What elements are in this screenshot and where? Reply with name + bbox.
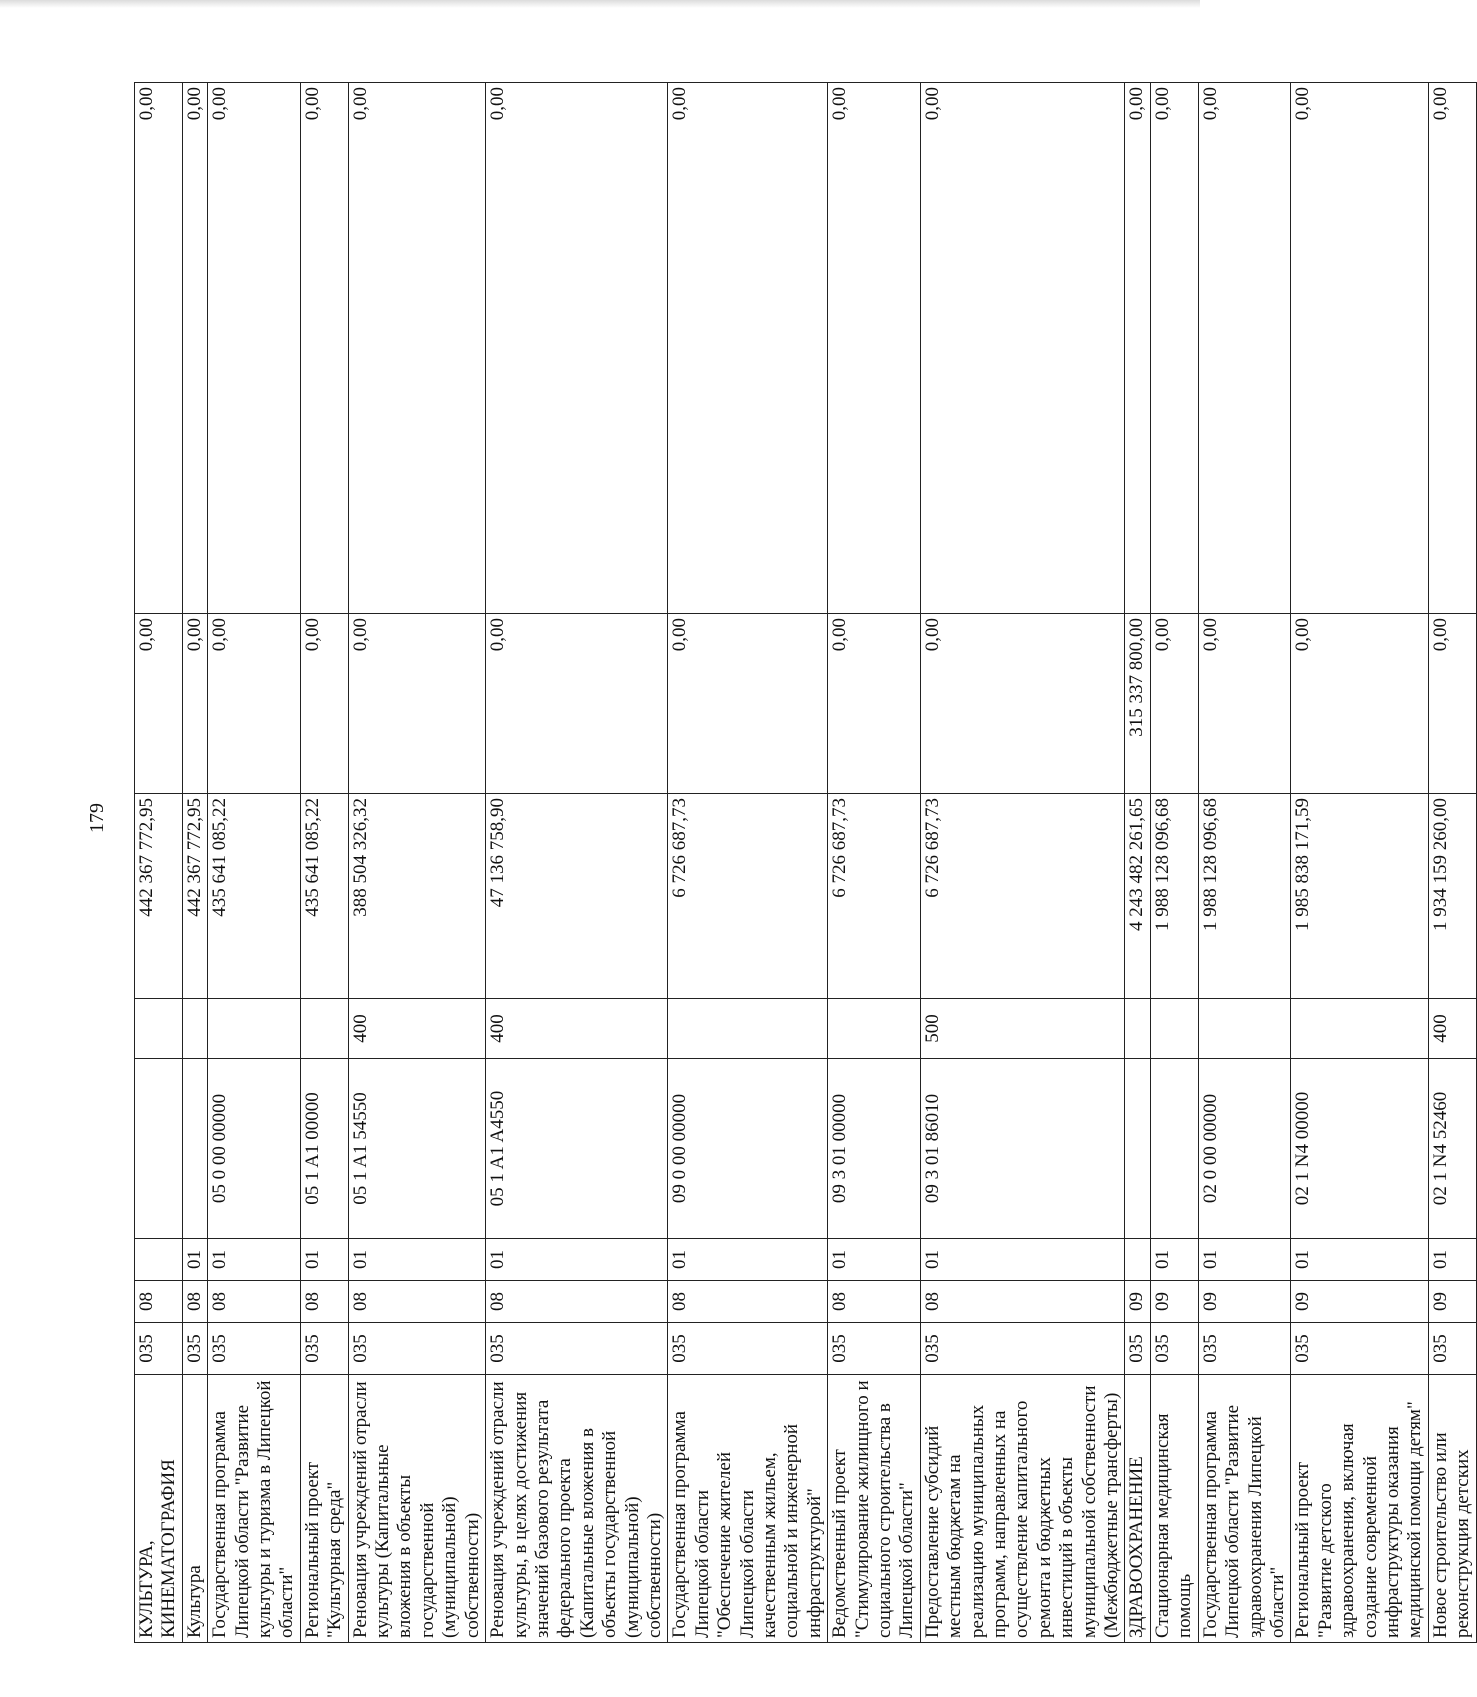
- row-rz-cell: 09: [1125, 1281, 1150, 1323]
- row-gr-cell: 035: [668, 1323, 828, 1375]
- row-amount-c-cell: 0,00: [135, 83, 183, 614]
- table-row: [668, 83, 828, 1643]
- row-gr-cell: 035: [208, 1323, 301, 1375]
- table-row: [1198, 83, 1291, 1643]
- row-amount-b-cell: 0,00: [1428, 614, 1476, 794]
- table-row: [1428, 83, 1476, 1643]
- row-amount-b-cell: 0,00: [182, 614, 207, 794]
- row-vr-cell: [1125, 999, 1150, 1059]
- row-gr-cell: 035: [1125, 1323, 1150, 1375]
- row-gr-cell: 035: [828, 1323, 921, 1375]
- row-amount-b-cell: 0,00: [1198, 614, 1291, 794]
- row-amount-b-cell: 315 337 800,00: [1125, 614, 1150, 794]
- row-csr-cell: 05 1 A1 A4550: [486, 1059, 668, 1239]
- scan-top-edge: [0, 0, 1200, 8]
- row-amount-a-cell: 4 243 482 261,65: [1125, 794, 1150, 999]
- row-amount-a-cell: 442 367 772,95: [182, 794, 207, 999]
- table-row: [1150, 83, 1198, 1643]
- row-vr-cell: [182, 999, 207, 1059]
- row-amount-c-cell: 0,00: [1428, 83, 1476, 614]
- table-row: [1291, 83, 1428, 1643]
- row-gr-cell: 035: [920, 1323, 1125, 1375]
- row-name-cell: Государственная программа Липецкой области "Развитие культуры и туризма в Липецкой области": [208, 1375, 301, 1643]
- row-vr-cell: [300, 999, 348, 1059]
- row-amount-b-cell: 0,00: [828, 614, 921, 794]
- row-name-cell: Стационарная медицинская помощь: [1150, 1375, 1198, 1643]
- row-amount-a-cell: 1 988 128 096,68: [1150, 794, 1198, 999]
- row-name-cell: Новое строительство или реконструкция детских: [1428, 1375, 1476, 1643]
- row-amount-c-cell: 0,00: [348, 83, 485, 614]
- row-vr-cell: [208, 999, 301, 1059]
- row-name-cell: Культура: [182, 1375, 207, 1643]
- row-amount-c-cell: 0,00: [182, 83, 207, 614]
- row-amount-b-cell: 0,00: [920, 614, 1125, 794]
- row-amount-a-cell: 47 136 758,90: [486, 794, 668, 999]
- row-amount-a-cell: 388 504 326,32: [348, 794, 485, 999]
- row-gr-cell: 035: [1198, 1323, 1291, 1375]
- row-pr-cell: 01: [1150, 1239, 1198, 1281]
- row-pr-cell: [135, 1239, 183, 1281]
- row-amount-c-cell: 0,00: [1150, 83, 1198, 614]
- row-gr-cell: 035: [135, 1323, 183, 1375]
- row-amount-b-cell: 0,00: [486, 614, 668, 794]
- row-name-cell: Реновация учреждений отрасли культуры, в целях достижения значений базового результата федерального проекта (Капитальные вложения в объекты государственной (муниципальной) собственности): [486, 1375, 668, 1643]
- row-amount-b-cell: 0,00: [1291, 614, 1428, 794]
- row-pr-cell: 01: [208, 1239, 301, 1281]
- row-rz-cell: 08: [300, 1281, 348, 1323]
- row-rz-cell: 08: [348, 1281, 485, 1323]
- row-vr-cell: [1291, 999, 1428, 1059]
- row-amount-c-cell: 0,00: [920, 83, 1125, 614]
- row-amount-c-cell: 0,00: [828, 83, 921, 614]
- row-pr-cell: 01: [1198, 1239, 1291, 1281]
- row-rz-cell: 09: [1291, 1281, 1428, 1323]
- row-gr-cell: 035: [1291, 1323, 1428, 1375]
- row-pr-cell: 01: [1291, 1239, 1428, 1281]
- row-amount-c-cell: 0,00: [486, 83, 668, 614]
- row-amount-c-cell: 0,00: [1198, 83, 1291, 614]
- table-row: [920, 83, 1125, 1643]
- row-rz-cell: 08: [920, 1281, 1125, 1323]
- row-csr-cell: 05 0 00 00000: [208, 1059, 301, 1239]
- row-amount-b-cell: 0,00: [1150, 614, 1198, 794]
- row-rz-cell: 08: [208, 1281, 301, 1323]
- row-pr-cell: 01: [1428, 1239, 1476, 1281]
- row-name-cell: Региональный проект "Развитие детского здравоохранения, включая создание современной инфраструктуры оказания медицинской помощи детям": [1291, 1375, 1428, 1643]
- table-row: [208, 83, 301, 1643]
- row-rz-cell: 08: [828, 1281, 921, 1323]
- row-csr-cell: 02 1 N4 00000: [1291, 1059, 1428, 1239]
- row-csr-cell: 09 3 01 00000: [828, 1059, 921, 1239]
- row-pr-cell: 01: [300, 1239, 348, 1281]
- row-rz-cell: 08: [135, 1281, 183, 1323]
- row-rz-cell: 08: [182, 1281, 207, 1323]
- row-amount-c-cell: 0,00: [668, 83, 828, 614]
- row-name-cell: Предоставление субсидий местным бюджетам на реализацию муниципальных программ, направленных на осуществление капитального ремонта и бюджетных инвестиций в объекты муниципальной собственности (Межбюджетные трансферты): [920, 1375, 1125, 1643]
- row-name-cell: Государственная программа Липецкой области "Развитие здравоохранения Липецкой области": [1198, 1375, 1291, 1643]
- row-rz-cell: 09: [1198, 1281, 1291, 1323]
- row-name-cell: Региональный проект "Культурная среда": [300, 1375, 348, 1643]
- row-name-cell: Ведомственный проект "Стимулирование жилищного и социального строительства в Липецкой области": [828, 1375, 921, 1643]
- row-amount-c-cell: 0,00: [300, 83, 348, 614]
- row-amount-a-cell: 435 641 085,22: [300, 794, 348, 999]
- row-amount-b-cell: 0,00: [668, 614, 828, 794]
- row-rz-cell: 08: [486, 1281, 668, 1323]
- row-amount-b-cell: 0,00: [348, 614, 485, 794]
- row-csr-cell: 09 3 01 86010: [920, 1059, 1125, 1239]
- row-csr-cell: 02 1 N4 52460: [1428, 1059, 1476, 1239]
- row-name-cell: ЗДРАВООХРАНЕНИЕ: [1125, 1375, 1150, 1643]
- row-csr-cell: 05 1 A1 00000: [300, 1059, 348, 1239]
- rotated-table-wrapper: [134, 83, 1474, 1643]
- row-gr-cell: 035: [300, 1323, 348, 1375]
- row-amount-a-cell: 435 641 085,22: [208, 794, 301, 999]
- row-vr-cell: 400: [348, 999, 485, 1059]
- row-vr-cell: 400: [486, 999, 668, 1059]
- row-amount-b-cell: 0,00: [208, 614, 301, 794]
- row-vr-cell: [135, 999, 183, 1059]
- row-pr-cell: 01: [182, 1239, 207, 1281]
- row-vr-cell: [1198, 999, 1291, 1059]
- row-amount-b-cell: 0,00: [135, 614, 183, 794]
- row-amount-a-cell: 442 367 772,95: [135, 794, 183, 999]
- row-pr-cell: 01: [828, 1239, 921, 1281]
- row-amount-a-cell: 1 934 159 260,00: [1428, 794, 1476, 999]
- row-gr-cell: 035: [1150, 1323, 1198, 1375]
- row-pr-cell: 01: [348, 1239, 485, 1281]
- row-vr-cell: 400: [1428, 999, 1476, 1059]
- row-gr-cell: 035: [1428, 1323, 1476, 1375]
- table-row: [486, 83, 668, 1643]
- table-row: [348, 83, 485, 1643]
- row-vr-cell: [1150, 999, 1198, 1059]
- row-csr-cell: 09 0 00 00000: [668, 1059, 828, 1239]
- row-amount-c-cell: 0,00: [1125, 83, 1150, 614]
- row-csr-cell: [135, 1059, 183, 1239]
- row-pr-cell: 01: [486, 1239, 668, 1281]
- row-pr-cell: 01: [668, 1239, 828, 1281]
- row-rz-cell: 09: [1428, 1281, 1476, 1323]
- table-row: [300, 83, 348, 1643]
- row-name-cell: Государственная программа Липецкой области "Обеспечение жителей Липецкой области качественным жильем, социальной и инженерной инфраструктурой": [668, 1375, 828, 1643]
- table-row: [1125, 83, 1150, 1643]
- row-name-cell: Реновация учреждений отрасли культуры (Капитальные вложения в объекты государственной (муниципальной) собственности): [348, 1375, 485, 1643]
- row-pr-cell: 01: [920, 1239, 1125, 1281]
- row-rz-cell: 09: [1150, 1281, 1198, 1323]
- row-amount-c-cell: 0,00: [1291, 83, 1428, 614]
- row-rz-cell: 08: [668, 1281, 828, 1323]
- row-amount-a-cell: 6 726 687,73: [828, 794, 921, 999]
- row-pr-cell: [1125, 1239, 1150, 1281]
- table-row: [135, 83, 183, 1643]
- row-csr-cell: [1150, 1059, 1198, 1239]
- row-csr-cell: [182, 1059, 207, 1239]
- row-csr-cell: 05 1 A1 54550: [348, 1059, 485, 1239]
- row-amount-a-cell: 6 726 687,73: [920, 794, 1125, 999]
- row-csr-cell: [1125, 1059, 1150, 1239]
- row-vr-cell: [828, 999, 921, 1059]
- row-amount-c-cell: 0,00: [208, 83, 301, 614]
- budget-table: [134, 82, 1477, 1643]
- row-amount-a-cell: 1 985 838 171,59: [1291, 794, 1428, 999]
- row-gr-cell: 035: [486, 1323, 668, 1375]
- row-amount-a-cell: 6 726 687,73: [668, 794, 828, 999]
- row-gr-cell: 035: [348, 1323, 485, 1375]
- row-vr-cell: 500: [920, 999, 1125, 1059]
- row-name-cell: КУЛЬТУРА, КИНЕМАТОГРАФИЯ: [135, 1375, 183, 1643]
- table-row: [828, 83, 921, 1643]
- row-amount-a-cell: 1 988 128 096,68: [1198, 794, 1291, 999]
- row-amount-b-cell: 0,00: [300, 614, 348, 794]
- page-number: 179: [86, 803, 108, 833]
- row-vr-cell: [668, 999, 828, 1059]
- row-gr-cell: 035: [182, 1323, 207, 1375]
- table-row: [182, 83, 207, 1643]
- row-csr-cell: 02 0 00 00000: [1198, 1059, 1291, 1239]
